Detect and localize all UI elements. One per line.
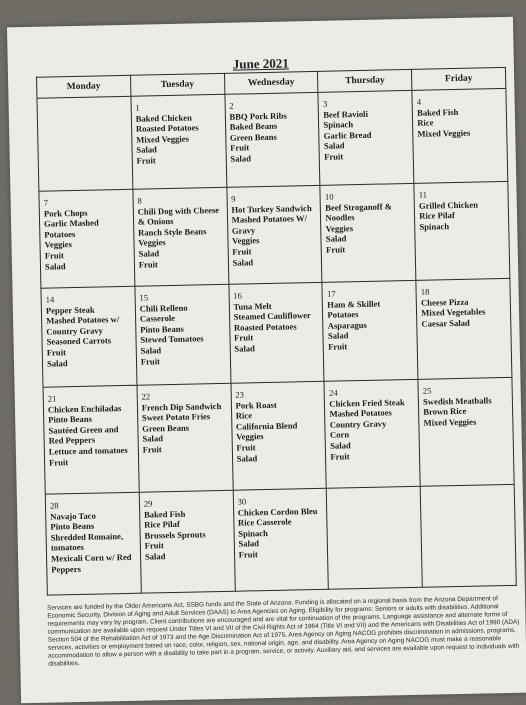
menu-item: Fruit	[238, 549, 258, 560]
day-number: 24	[328, 387, 338, 398]
day-cell	[320, 183, 416, 282]
day-cell	[416, 278, 512, 379]
day-number: 7	[43, 197, 49, 208]
day-cell	[45, 492, 141, 595]
menu-item: Fruit	[48, 456, 69, 468]
day-cell	[133, 187, 229, 286]
menu-item: Baked Fish	[416, 106, 459, 118]
day-number: 29	[143, 498, 153, 509]
menu-item: Cheese Pizza	[420, 296, 469, 308]
day-number: 11	[418, 189, 428, 200]
menu-item: Country Gravy	[329, 418, 387, 430]
day-cell	[43, 385, 139, 494]
day-number: 28	[49, 500, 59, 511]
menu-item: BBQ Pork Ribs	[229, 110, 287, 122]
menu-item: Fruit	[328, 341, 348, 352]
menu-item: Fruit	[138, 258, 158, 270]
menu-item: Baked Chicken	[135, 112, 192, 124]
menu-item: Shredded Romaine, tomatoes	[50, 530, 124, 553]
menu-item: Fruit	[325, 244, 346, 255]
menu-item: Pinto Beans	[50, 520, 95, 532]
menu-item: Tuna Melt	[233, 300, 272, 312]
menu-item: Mashed Potatoes	[329, 407, 392, 419]
day-number: 9	[231, 193, 236, 204]
menu-item: Pinto Beans	[48, 413, 93, 425]
menu-item: Rice	[417, 117, 434, 128]
day-cell	[318, 90, 414, 185]
week-row	[45, 484, 516, 595]
menu-item: Beef Stroganoff & Noodles	[325, 200, 392, 223]
week-row	[39, 181, 510, 288]
menu-item: Spinach	[238, 527, 268, 539]
menu-item: Fruit	[330, 450, 350, 462]
day-number: 25	[422, 385, 432, 396]
menu-item: Pinto Beans	[140, 323, 184, 335]
day-number: 14	[45, 294, 55, 305]
menu-item: Rice Pilaf	[144, 519, 180, 530]
day-number: 16	[233, 290, 242, 301]
menu-item: Fruit	[324, 151, 344, 162]
menu-item: Rice Casserole	[237, 516, 292, 528]
day-cell	[233, 488, 329, 591]
day-cell	[37, 96, 133, 191]
menu-item: Salad	[234, 343, 255, 354]
menu-item: Pepper Steak	[45, 304, 95, 316]
menu-item: Grilled Chicken	[418, 199, 479, 211]
menu-item: Pork Chops	[43, 207, 88, 219]
menu-item: Fruit	[136, 155, 156, 166]
week-row	[41, 278, 512, 387]
menu-item: Brown Rice	[423, 406, 467, 417]
day-number: 30	[237, 496, 247, 507]
day-cell	[322, 280, 418, 381]
menu-item: Salad	[46, 357, 68, 369]
menu-item: Swedish Meatballs	[422, 394, 492, 407]
menu-item: Spinach	[419, 220, 450, 232]
menu-item: Salad	[238, 538, 260, 550]
day-cell	[139, 490, 235, 593]
weekday-tuesday: Tuesday	[130, 73, 224, 96]
menu-item: Brussels Sprouts	[144, 529, 206, 541]
menu-item: Beef Ravioli	[323, 108, 368, 120]
menu-item: Salad	[138, 248, 160, 259]
menu-item: Garlic Mashed Potatoes	[43, 217, 99, 240]
menu-item: Rice	[235, 410, 253, 421]
menu-item: Steamed Cauliflower	[233, 310, 311, 322]
weekday-wednesday: Wednesday	[224, 71, 318, 94]
menu-item: Salad	[330, 440, 351, 451]
menu-item: Salad	[236, 452, 258, 464]
menu-item: Veggies	[44, 239, 73, 251]
menu-item: Mexicali Corn w/ Red Peppers	[51, 551, 132, 575]
menu-item: Asparagus	[327, 319, 367, 331]
menu-item: Salad	[144, 551, 166, 562]
funding-disclaimer: Services are funded by the Older Americans Act, SSBG funds and the State of Arizona. Funding is allocated on a regional basis from the Arizona Department of Economic Security, Division of Aging and Adult Services (DAAS) to Area Agencies on Aging. Eligibility for programs: Seniors or adults with disabilities. Additional requirements may vary by program. Client contributions are encouraged and are vital for continuation of the programs. Language assistance and alternate forms of communication are available upon request Under Titles VI and VII of the Civil Rights Act of 1964 (Title VI and VII) and the Americans with Disabilities Act of 1990 (ADA) Section 504 of the Rehabilitation Act of 1973 and the Age Discrimination Act of 1975, Area Agency on Aging NACOG prohibits discrimination in admissions, programs, services, activities or employment based on race, color, religion, sex, national origin, age, and disability. Area Agency on Aging NACOG must make a reasonable accommodation to allow a person with a disability to take part in a program, service, or activity. Auxiliary aid, and services are available upon request to individuals with disabilities.	[47, 595, 520, 668]
menu-item: Salad	[136, 144, 158, 156]
menu-item: Seasoned Carrots	[46, 335, 112, 347]
menu-item: Fruit	[140, 355, 160, 367]
menu-item: Mixed Veggies	[423, 416, 477, 428]
day-cell	[324, 379, 420, 488]
day-cell	[41, 286, 137, 387]
menu-item: Corn	[329, 429, 350, 441]
menu-item: Fruit	[232, 246, 252, 257]
menu-item: Salad	[323, 140, 345, 152]
menu-item: Casserole	[139, 313, 176, 324]
weekday-monday: Monday	[37, 75, 131, 98]
menu-item: Sautéed Green and Red Peppers	[48, 423, 119, 446]
day-number: 17	[326, 288, 336, 299]
menu-item: Lettuce and tomatoes	[48, 444, 128, 457]
day-cell	[226, 185, 322, 284]
day-number: 3	[322, 98, 328, 109]
menu-item: Mixed Veggies	[136, 133, 190, 145]
day-cell	[327, 486, 423, 589]
day-cell	[228, 282, 324, 383]
menu-item: Chicken Fried Steak	[329, 396, 405, 409]
menu-item: Salad	[232, 256, 254, 268]
menu-item: Fruit	[142, 444, 162, 455]
menu-item: Spinach	[323, 119, 354, 130]
menu-item: Veggies	[325, 222, 354, 234]
week-row	[43, 377, 514, 494]
menu-item: Navajo Taco	[50, 510, 96, 522]
menu-item: Salad	[327, 330, 349, 342]
menu-item: Salad	[325, 233, 347, 245]
calendar-title: June 2021	[232, 55, 289, 72]
menu-item: Salad	[140, 345, 162, 356]
menu-item: Fruit	[236, 442, 256, 453]
menu-calendar	[36, 67, 517, 596]
day-cell	[231, 381, 327, 490]
day-number: 1	[135, 102, 140, 113]
menu-item: Salad	[44, 260, 66, 272]
menu-item: Mixed Veggies	[417, 127, 471, 139]
day-cell	[135, 284, 231, 385]
day-cell	[225, 92, 321, 187]
menu-item: Veggies	[231, 235, 260, 247]
menu-item: Garlic Bread	[323, 129, 372, 141]
menu-item: Fruit	[144, 540, 164, 551]
day-cell	[420, 484, 516, 587]
menu-item: Veggies	[236, 431, 264, 443]
menu-item: Mashed Potatoes w/ Country Gravy	[46, 314, 120, 337]
menu-item: Salad	[230, 153, 252, 164]
menu-item: Veggies	[138, 237, 166, 249]
menu-item: Roasted Potatoes	[135, 122, 199, 134]
weekday-friday: Friday	[412, 67, 506, 90]
menu-item: Chicken Enchiladas	[47, 402, 122, 415]
menu-item: Fruit	[46, 347, 66, 358]
day-number: 8	[137, 195, 142, 206]
menu-item: Fruit	[44, 250, 64, 261]
weekday-thursday: Thursday	[318, 69, 412, 92]
menu-item: Fruit	[230, 142, 250, 154]
menu-item: Sweet Potato Fries	[141, 411, 211, 423]
day-number: 10	[324, 191, 334, 202]
day-cell	[131, 94, 227, 189]
menu-item: French Dip Sandwich	[141, 400, 222, 413]
menu-item: Ham & Skillet Potatoes	[327, 298, 381, 320]
menu-item: Baked Fish	[143, 508, 186, 520]
menu-item: Caesar Salad	[421, 317, 470, 329]
day-cell	[137, 383, 233, 492]
day-number: 15	[139, 292, 149, 303]
day-number: 21	[47, 393, 57, 404]
day-number: 4	[416, 96, 422, 107]
calendar-weeks	[37, 88, 516, 595]
menu-item: Chili Dog with Cheese & Onions	[137, 204, 220, 227]
day-cell	[414, 181, 510, 280]
menu-item: Stewed Tomatoes	[140, 333, 204, 346]
menu-item: Hot Turkey Sandwich	[231, 202, 312, 215]
day-number: 23	[235, 389, 245, 400]
day-cell	[39, 189, 135, 288]
menu-item: Salad	[142, 433, 164, 445]
menu-item: Ranch Style Beans	[137, 226, 207, 238]
week-row	[37, 88, 508, 191]
menu-item: Green Beans	[229, 131, 277, 143]
menu-item: Rice Pilaf	[419, 210, 455, 221]
day-number: 18	[420, 286, 430, 297]
day-cell	[412, 88, 508, 183]
menu-sheet	[7, 17, 526, 703]
menu-item: Baked Beans	[229, 120, 278, 132]
menu-item: Fruit	[234, 332, 254, 344]
menu-item: Green Beans	[142, 422, 190, 434]
menu-item: Mixed Vegetables	[421, 306, 486, 318]
menu-item: Chicken Cordon Bleu	[237, 505, 318, 518]
menu-item: Roasted Potatoes	[233, 321, 297, 333]
menu-item: Chili Relleno	[139, 302, 188, 314]
day-number: 2	[229, 100, 234, 111]
day-cell	[418, 377, 514, 486]
menu-item: California Blend	[235, 420, 298, 432]
day-number: 22	[141, 391, 151, 402]
menu-item: Pork Roast	[235, 399, 277, 411]
menu-item: Mashed Potatoes W/ Gravy	[231, 213, 308, 236]
